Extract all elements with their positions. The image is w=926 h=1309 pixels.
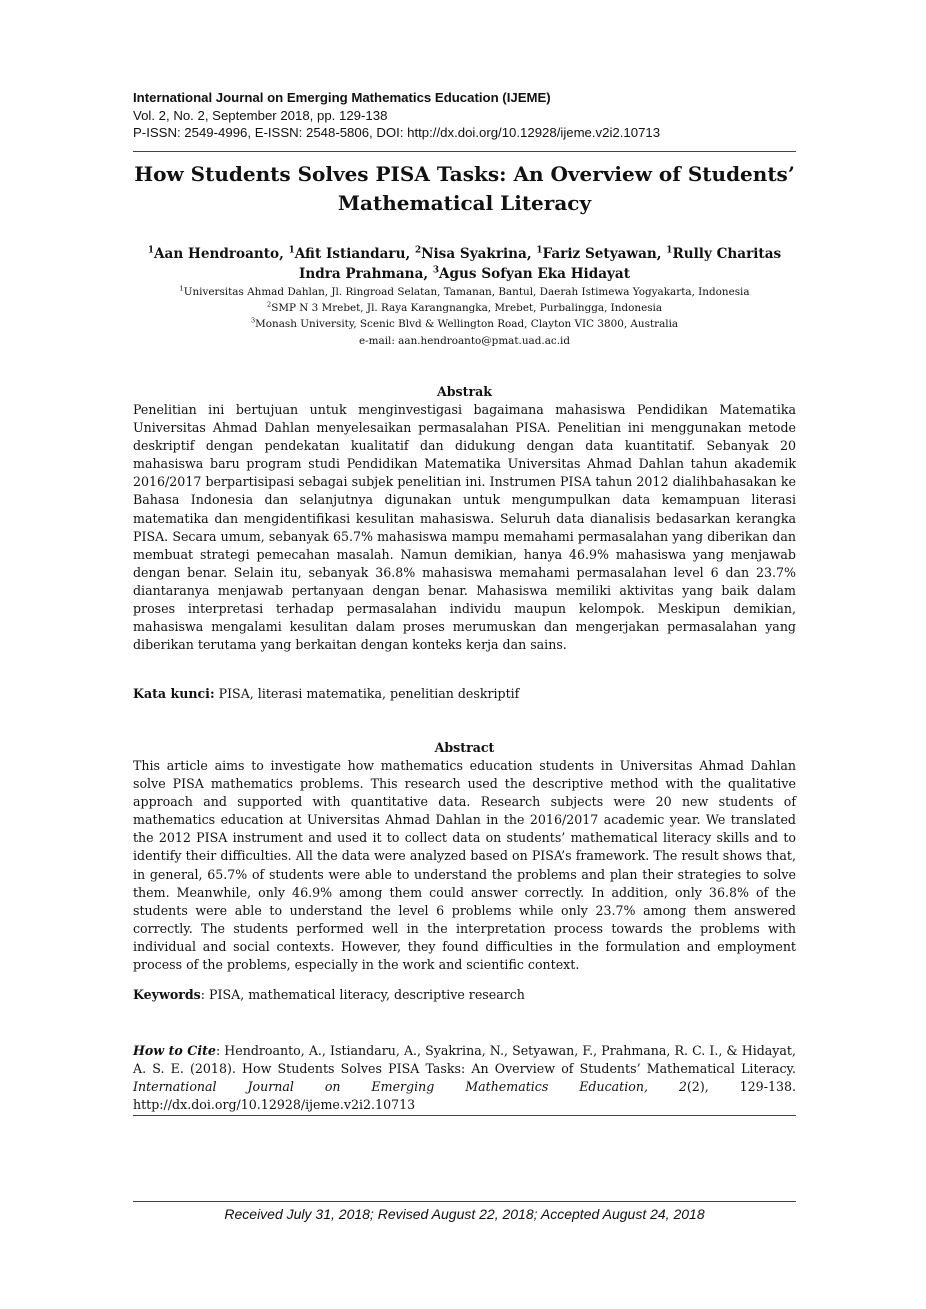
how-to-cite: [133, 1042, 796, 1114]
keywords: [133, 986, 796, 1004]
keywords-text: : PISA, mathematical literacy, descriptive research: [200, 987, 525, 1002]
author-sup: 3: [432, 265, 439, 276]
author-name: Aan Hendroanto,: [154, 246, 289, 262]
author-sup: 1: [536, 245, 543, 256]
author-name: Agus Sofyan Eka Hidayat: [439, 266, 631, 282]
journal-header: [133, 89, 796, 142]
author-name: Afit Istiandaru,: [294, 246, 415, 262]
author-name: Fariz Setyawan,: [542, 246, 667, 262]
affiliation-2: $^2$SMP N 3 Mrebet, Jl. Raya Karangnangka, Mrebet, Purbalingga, Indonesia: [266, 300, 663, 315]
footer-divider: [133, 1201, 796, 1202]
abstrak-text: Penelitian ini bertujuan untuk menginvestigasi bagaimana mahasiswa Pendidikan Matematika Universitas Ahmad Dahlan menyelesaikan permasalahan PISA. Penelitian ini menggunakan metode deskriptif dengan pendekatan kualitatif dan didukung dengan data kuantitatif. Sebanyak 20 mahasiswa baru program studi Pendidikan Matematika Universitas Ahmad Dahlan tahun akademik 2016/2017 berpartisipasi sebagai subjek penelitian ini. Instrumen PISA tahun 2012 dialihbahasakan ke Bahasa Indonesia dan selanjutnya digunakan untuk mengumpulkan data kemampuan literasi matematika dan mengidentifikasi kesulitan mahasiswa. Seluruh data dianalisis bedasarkan kerangka PISA. Secara umum, sebanyak 65.7% mahasiswa mampu memahami permasalahan yang diberikan dan membuat strategi pemecahan masalah. Namun demikian, hanya 46.9% mahasiswa yang menjawab dengan benar. Selain itu, sebanyak 36.8% mahasiswa memahami permasalahan level 6 dan 23.7% diantaranya menjawab pertanyaan dengan benar. Mahasiswa memiliki aktivitas yang baik dalam proses interpretasi terhadap permasalahan individu maupun kelompok. Meskipun demikian, mahasiswa mengalami kesulitan dalam proses merumuskan dan mengerjakan permasalahan yang diberikan terutama yang berkaitan dengan konteks kerja dan sains.: [133, 402, 796, 653]
title-line-2: Mathematical Literacy: [337, 191, 592, 215]
header-divider: [133, 151, 796, 152]
kata-kunci: [133, 685, 796, 703]
author-list: [133, 244, 796, 284]
author-sup: 2: [414, 245, 422, 256]
journal-name: International Journal on Emerging Mathematics Education (IJEME): [133, 90, 551, 105]
cite-label: How to Cite: [133, 1043, 216, 1058]
journal-issn-doi: P-ISSN: 2549-4996, E-ISSN: 2548-5806, DOI: http://dx.doi.org/10.12928/ijeme.v2i2.10713: [133, 125, 661, 140]
cite-part-2: (2), 129-138. http://dx.doi.org/10.12928/ijeme.v2i2.10713: [133, 1079, 796, 1113]
keywords-label: Keywords: [133, 987, 201, 1002]
journal-volume: Vol. 2, No. 2, September 2018, pp. 129-138: [133, 107, 388, 123]
abstract-text: This article aims to investigate how mathematics education students in Universitas Ahmad Dahlan solve PISA mathematics problems. This research used the descriptive method with the qualitative approach and supported with quantitative data. Research subjects were 20 new students of mathematics education at Universitas Ahmad Dahlan in the 2016/2017 academic year. We translated the 2012 PISA instrument and used it to collect data on students’ mathematical literacy skills and to identify their difficulties. All the data were analyzed based on PISA’s framework. The result shows that, in general, 65.7% of students were able to understand the problems and plan their strategies to solve them. Meanwhile, only 46.9% among them could answer correctly. In addition, only 36.8% of the students were able to understand the level 6 problems while only 23.7% among them answered correctly. The students performed well in the interpretation process towards the problems with individual and social contexts. However, they found difficulties in the formulation and employment process of the problems, especially in the work and scientific context.: [133, 758, 796, 973]
kata-kunci-label: Kata kunci:: [133, 686, 215, 701]
author-sup: 1: [288, 245, 295, 256]
author-sup: 1: [666, 245, 673, 256]
affiliation-3: $^3$Monash University, Scenic Blvd & Wellington Road, Clayton VIC 3800, Australia: [250, 316, 679, 331]
cite-journal: International Journal on Emerging Mathematics Education, 2: [133, 1079, 687, 1095]
author-name: Rully Charitas Indra Prahmana,: [298, 246, 782, 282]
affiliation-1: $^1$Universitas Ahmad Dahlan, Jl. Ringroad Selatan, Tamanan, Bantul, Daerah Istimewa Yogyakarta, Indonesia: [179, 284, 750, 298]
affiliations: [133, 284, 796, 349]
abstrak-heading: Abstrak: [436, 384, 492, 399]
title-line-1: How Students Solves PISA Tasks: An Overview of Students’: [134, 162, 795, 186]
author-email: e-mail: aan.hendroanto@pmat.uad.ac.id: [359, 334, 570, 347]
author-sup: 1: [147, 245, 154, 256]
abstract-heading: Abstract: [434, 740, 495, 755]
received-dates: Received July 31, 2018; Revised August 22, 2018; Accepted August 24, 2018: [224, 1206, 705, 1222]
citation-divider: [133, 1115, 796, 1116]
author-name: Nisa Syakrina,: [421, 246, 537, 262]
kata-kunci-text: PISA, literasi matematika, penelitian deskriptif: [214, 686, 520, 701]
cite-part-1: : Hendroanto, A., Istiandaru, A., Syakrina, N., Setyawan, F., Prahmana, R. C. I., & Hidayat, A. S. E. (2018). How Students Solves PISA Tasks: An Overview of Students’ Mathematical Literacy.: [133, 1043, 796, 1077]
paper-title: [133, 160, 796, 218]
